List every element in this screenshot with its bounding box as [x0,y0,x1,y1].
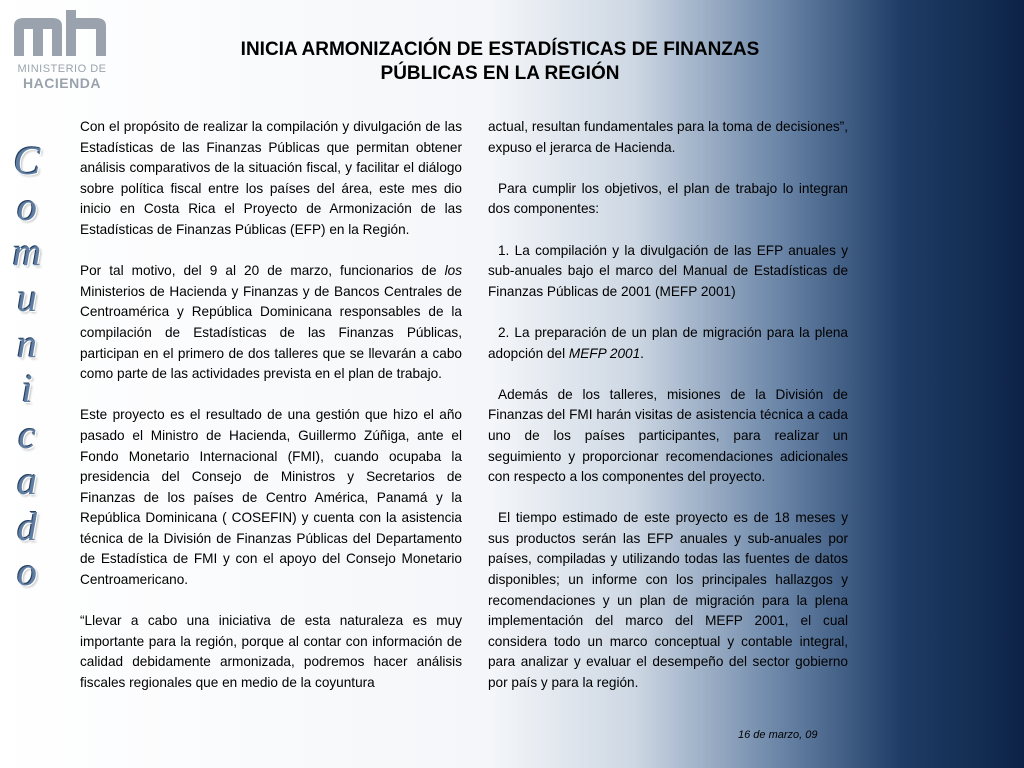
title-line-1: INICIA ARMONIZACIÓN DE ESTADÍSTICAS DE FINANZAS [240,39,760,60]
paragraph: Este proyecto es el resultado de una gestión que hizo el año pasado el Ministro de Hacienda, Guillermo Zúñiga, ante el Fondo Monetario Internacional (FMI), cuando ocupaba la presidencia del Consejo de Ministros y Secretarios de Finanzas de los países de Centro América, Panamá y la República Dominicana ( COSEFIN) y cuenta con la asistencia técnica de la División de Finanzas Públicas del Departamento de Estadística de FMI y con el apoyo del Consejo Monetario Centroamericano. [80,407,462,588]
title-line-2: PÚBLICAS EN LA REGIÓN [380,63,620,84]
logo-text-hacienda: HACIENDA [23,75,101,91]
paragraph-text: Ministerios de Hacienda y Finanzas y de Bancos Centrales de Centroamérica y República Dominicana responsables de la compilación de Estadísticas de las Finanzas Públicas, participan en el primero de dos talleres que se llevarán a cabo como parte de las actividades prevista en el plan de trabajo. [80,283,462,382]
paragraph-emphasis: los [444,263,462,279]
paragraph: Para cumplir los objetivos, el plan de trabajo lo integran dos componentes: [488,180,848,217]
paragraph [488,323,848,364]
paragraph-text: . [640,345,644,361]
paragraph: El tiempo estimado de este proyecto es de 18 meses y sus productos serán las EFP anuales y sub-anuales por países, compiladas y utilizando todas las fuentes de datos disponibles; un informe con los principales hallazgos y recomendaciones y un plan de migración para la plena implementación del marco del MEFP 2001, el cual considera todo un marco conceptual y contable integral, para analizar y evaluar el desempeño del sector gobierno por país y para la región. [488,510,848,691]
logo-text-ministerio: MINISTERIO DE [17,63,107,75]
vertical-letter: n [17,320,37,366]
vertical-letter: i [21,366,33,412]
paragraph: 1. La compilación y la divulgación de las EFP anuales y sub-anuales bajo el marco del Manual de Estadísticas de Finanzas Públicas de 2001 (MEFP 2001) [488,242,848,299]
vertical-letter: o [17,549,37,595]
vertical-letter: o [17,183,37,229]
text-column-right [488,117,848,714]
vertical-letter: c [18,412,36,458]
vertical-letter: C [13,138,41,183]
vertical-letter: u [17,275,37,321]
vertical-letter: a [17,457,37,503]
vertical-letter: d [17,503,37,549]
page-title [160,38,840,86]
mh-logo-mark [12,8,108,58]
paragraph-emphasis: MEFP 2001 [568,345,641,361]
ministerio-hacienda-logo [8,8,112,94]
paragraph: Con el propósito de realizar la compilación y divulgación de las Estadísticas de las Finanzas Públicas que permitan obtener análisis comparativos de la situación fiscal, y facilitar el diálogo sobre política fiscal entre los países del área, este mes dio inicio en Costa Rica el Proyecto de Armonización de las Estadísticas de Finanzas Públicas (EFP) en la Región. [80,119,462,237]
paragraph: actual, resultan fundamentales para la toma de decisiones”, expuso el jerarca de Hacienda. [488,119,848,155]
paragraph: Además de los talleres, misiones de la División de Finanzas del FMI harán visitas de asistencia técnica a cada uno de los países participantes, para realizar un seguimiento y proporcionar recomendaciones adicionales con respecto a los componentes del proyecto. [488,386,848,485]
paragraph: “Llevar a cabo una iniciativa de esta naturaleza es muy importante para la región, porque al contar con información de calidad debidamente armonizada, podremos hacer análisis fiscales regionales que en medio de la coyuntura [80,613,462,691]
vertical-comunicado [0,138,54,595]
vertical-letter: m [12,229,42,275]
date-label: 16 de marzo, 09 [738,729,818,741]
paragraph-text: 2. La preparación de un plan de migración para la plena adopción del [488,324,848,361]
paragraph [80,261,462,385]
paragraph-text: Por tal motivo, del 9 al 20 de marzo, funcionarios de [80,263,445,279]
text-column-left [80,117,462,714]
